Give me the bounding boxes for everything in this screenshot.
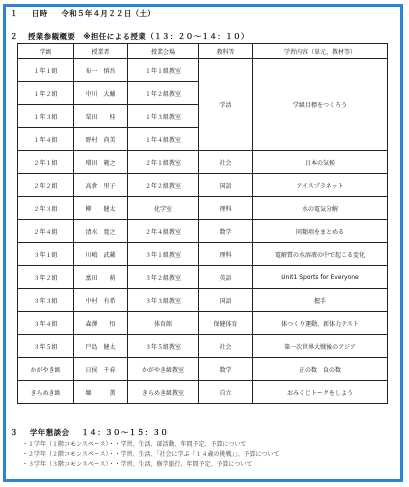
grade-meeting-list (22, 440, 279, 470)
section-1-number: １ (10, 9, 18, 18)
table-row (18, 289, 388, 312)
content-cell: 同類項をまとめる (253, 220, 388, 243)
teacher-cell: 高倉 里子 (74, 174, 128, 197)
teacher-cell: 中村 有希 (74, 289, 128, 312)
subject-cell: 英語 (199, 266, 253, 289)
teacher-cell: 布一 慎吾 (74, 59, 128, 82)
table-row (18, 266, 388, 289)
header-class: 学級 (18, 44, 74, 59)
teacher-cell: 富田 萌 (74, 266, 128, 289)
merged-content-cell: 学級目標をつくろう (253, 59, 388, 151)
content-cell: 水の電気分解 (253, 197, 388, 220)
class-cell: ３年５組 (18, 335, 74, 358)
table-row (18, 220, 388, 243)
subject-cell: 数学 (199, 220, 253, 243)
header-content: 学習内容（単元、教材等） (253, 44, 388, 59)
class-cell: １年３組 (18, 105, 74, 128)
merged-subject-cell: 学活 (199, 59, 253, 151)
content-cell: 体つくり運動、新体力テスト (253, 312, 388, 335)
room-cell: ３年３組教室 (128, 289, 199, 312)
class-cell: ３年３組 (18, 289, 74, 312)
class-cell: １年１組 (18, 59, 74, 82)
room-cell: ２年１組教室 (128, 151, 199, 174)
content-cell: 電解質の水溶液の中で起こる変化 (253, 243, 388, 266)
content-cell: おみくじトークをしよう (253, 381, 388, 404)
content-cell: 正の数 負の数 (253, 358, 388, 381)
table-row (18, 174, 388, 197)
room-cell: １年２組教室 (128, 82, 199, 105)
section-3-label: 学年懇談会 (29, 428, 70, 437)
table-row (18, 243, 388, 266)
room-cell: 体育館 (128, 312, 199, 335)
room-cell: ２年４組教室 (128, 220, 199, 243)
content-cell: Unit1 Sports for Everyone (253, 266, 388, 289)
subject-cell: 理科 (199, 197, 253, 220)
room-cell: 化学室 (128, 197, 199, 220)
room-cell: ２年２組教室 (128, 174, 199, 197)
class-cell: １年２組 (18, 82, 74, 105)
section-3-heading (10, 427, 168, 438)
table-row (18, 358, 388, 381)
room-cell: ３年１組教室 (128, 243, 199, 266)
teacher-cell: 中川 大輔 (74, 82, 128, 105)
table-row (18, 197, 388, 220)
header-teacher: 授業者 (74, 44, 128, 59)
section-1-value: 令和５年４月２２日（土） (61, 9, 156, 18)
section-2-number: ２ (10, 32, 18, 41)
class-cell: ３年２組 (18, 266, 74, 289)
content-cell: 握手 (253, 289, 388, 312)
section-2-heading (10, 31, 249, 42)
table-header-row (18, 44, 388, 59)
table-row (18, 381, 388, 404)
class-cell: ２年４組 (18, 220, 74, 243)
teacher-cell: 増田 範之 (74, 151, 128, 174)
teacher-cell: 野村 尚美 (74, 128, 128, 151)
subject-cell: 理科 (199, 243, 253, 266)
teacher-cell: 柳 健太 (74, 197, 128, 220)
section-3-time: １４：３０～１５：３０ (81, 428, 169, 437)
room-cell: １年３組教室 (128, 105, 199, 128)
room-cell: １年４組教室 (128, 128, 199, 151)
subject-cell: 保健体育 (199, 312, 253, 335)
teacher-cell: 清水 寛之 (74, 220, 128, 243)
section-2-title: 授業参観概要 ※担任による授業（１３：２０～１４：１０） (27, 32, 249, 41)
table-row (18, 151, 388, 174)
subject-cell: 数学 (199, 358, 253, 381)
class-cell: ２年１組 (18, 151, 74, 174)
list-item: ・１学年（１階コモンスペース）・・学習、生活、部活動、年間予定、予算について (22, 441, 247, 448)
room-cell: ３年５組教室 (128, 335, 199, 358)
teacher-cell: 栗田 桂 (74, 105, 128, 128)
header-room: 授業会場 (128, 44, 199, 59)
class-cell: ３年４組 (18, 312, 74, 335)
subject-cell: 社会 (199, 151, 253, 174)
subject-cell: 自立 (199, 381, 253, 404)
class-cell: かがやき級 (18, 358, 74, 381)
table-row (18, 335, 388, 358)
class-cell: ２年２組 (18, 174, 74, 197)
room-cell: １年１組教室 (128, 59, 199, 82)
section-3-number: ３ (10, 428, 18, 437)
subject-cell: 国語 (199, 289, 253, 312)
table-row (18, 59, 388, 82)
subject-cell: 社会 (199, 335, 253, 358)
room-cell: ３年２組教室 (128, 266, 199, 289)
content-cell: アイスプラネット (253, 174, 388, 197)
room-cell: きらめき級教室 (128, 381, 199, 404)
subject-cell: 国語 (199, 174, 253, 197)
list-item: ・２学年（２階コモンスペース）・・学習、生活、「社会に学ぶ『１４歳の挑戦』」、予算について (22, 451, 280, 458)
teacher-cell: 戸島 健太 (74, 335, 128, 358)
header-subject: 教科等 (199, 44, 253, 59)
class-cell: ２年３組 (18, 197, 74, 220)
teacher-cell: 森澤 悟 (74, 312, 128, 335)
class-observation-table (17, 43, 388, 404)
room-cell: かがやき級教室 (128, 358, 199, 381)
list-item: ・３学年（３階コモンスペース）・・学習、生活、修学旅行、年間予定、予算について (22, 461, 253, 468)
table-row (18, 312, 388, 335)
content-cell: 日本の気候 (253, 151, 388, 174)
class-cell: ３年１組 (18, 243, 74, 266)
content-cell: 第一次世界大戦後のアジア (253, 335, 388, 358)
section-1-label: 日時 (31, 9, 48, 18)
class-cell: １年４組 (18, 128, 74, 151)
teacher-cell: 日侯 千春 (74, 358, 128, 381)
teacher-cell: 堀 薫 (74, 381, 128, 404)
section-1-datetime (10, 8, 155, 19)
teacher-cell: 川嶋 武蔵 (74, 243, 128, 266)
class-cell: きらめき級 (18, 381, 74, 404)
